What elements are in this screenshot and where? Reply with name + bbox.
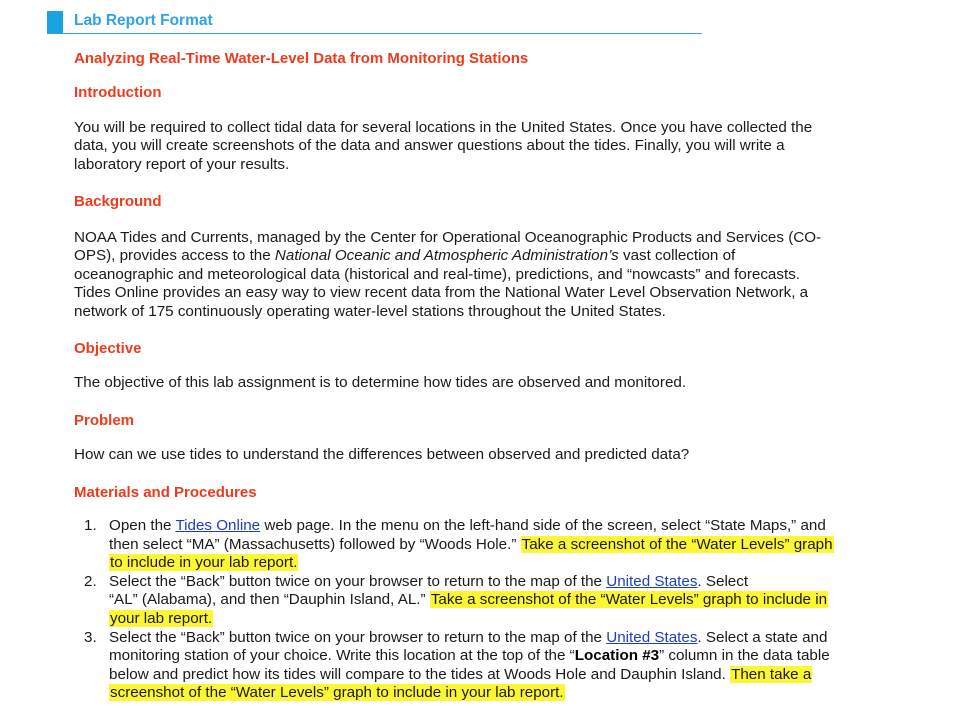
tides-online-link[interactable]: Tides Online (175, 517, 261, 534)
paragraph-line: You will be required to collect tidal data for several locations in the United States. Once you have collected the (74, 119, 813, 136)
objective-heading: Objective (74, 340, 142, 357)
paragraph-line: How can we use tides to understand the differences between observed and predicted data? (74, 446, 690, 463)
item-line (109, 684, 914, 703)
introduction-paragraph (74, 119, 904, 174)
item-line (109, 610, 914, 629)
item-line (109, 573, 914, 592)
text-span: OPS), provides access to the (74, 247, 275, 265)
highlighted-text: Take a screenshot of the “Water Levels” graph (521, 535, 833, 553)
text-span: vast collection of (618, 247, 736, 265)
paragraph-line: The objective of this lab assignment is to determine how tides are observed and monitored. (74, 374, 687, 391)
banner-title: Lab Report Format (74, 12, 213, 29)
highlighted-text: screenshot of the “Water Levels” graph to include in your lab report. (110, 684, 564, 702)
paragraph-line: laboratory report of your results. (74, 155, 290, 173)
paragraph-line: network of 175 continuously operating water-level stations throughout the United States. (74, 302, 666, 320)
banner-accent-bar (47, 11, 63, 33)
item-line (109, 647, 914, 666)
paragraph-line: data, you will create screenshots of the data and answer questions about the tides. Finally, you will write a (74, 137, 785, 155)
item-line (109, 591, 914, 610)
item-line (109, 517, 914, 536)
united-states-link[interactable]: United States (606, 628, 698, 646)
paragraph-line: Tides Online provides an easy way to view recent data from the National Water Level Observation Network, a (74, 284, 809, 302)
text-span: web page. In the menu on the left-hand side of the screen, select “State Maps,” and (260, 517, 826, 534)
text-span: Select the “Back” button twice on your browser to return to the map of the (109, 572, 607, 590)
location-3-label: Location #3 (574, 647, 660, 665)
procedure-list (84, 517, 914, 703)
objective-paragraph (74, 374, 904, 392)
background-heading: Background (74, 193, 162, 210)
materials-heading: Materials and Procedures (74, 484, 257, 501)
italic-agency-name: National Oceanic and Atmospheric Administration’s (274, 247, 619, 265)
list-number: 1. (84, 517, 97, 534)
highlighted-text: to include in your lab report. (110, 554, 298, 572)
paragraph-line: oceanographic and meteorological data (historical and real-time), predictions, and “nowcasts” and forecasts. (74, 265, 801, 283)
highlighted-text: Then take a (731, 665, 812, 683)
text-span: . Select a state and (697, 628, 828, 646)
document-title: Analyzing Real-Time Water-Level Data from Monitoring Stations (74, 50, 529, 67)
item-line (109, 629, 914, 648)
item-line (109, 666, 914, 685)
item-line (109, 536, 914, 555)
problem-heading: Problem (74, 412, 135, 429)
united-states-link[interactable]: United States (606, 572, 698, 590)
text-span: monitoring station of your choice. Write this location at the top of the “ (109, 647, 575, 665)
list-number: 2. (84, 572, 97, 590)
highlighted-text: your lab report. (110, 609, 213, 627)
list-item (84, 629, 914, 703)
list-item (84, 573, 914, 629)
item-line (109, 554, 914, 573)
list-item (84, 517, 914, 573)
problem-paragraph (74, 446, 904, 464)
text-span: ” column in the data table (659, 647, 830, 665)
text-span: Select the “Back” button twice on your browser to return to the map of the (109, 628, 607, 646)
background-paragraph (74, 229, 904, 321)
text-span: then select “MA” (Massachusetts) followed by “Woods Hole.” (109, 535, 521, 553)
paragraph-line (74, 247, 904, 265)
text-span: below and predict how its tides will compare to the tides at Woods Hole and Dauphin Island. (109, 665, 731, 683)
text-span: Open the (109, 517, 176, 534)
paragraph-line: NOAA Tides and Currents, managed by the Center for Operational Oceanographic Products and Services (CO- (74, 229, 822, 246)
introduction-heading: Introduction (74, 84, 162, 101)
text-span: . Select (697, 572, 749, 590)
section-banner (47, 11, 702, 34)
text-span: “AL” (Alabama), and then “Dauphin Island, AL.” (109, 591, 430, 609)
highlighted-text: Take a screenshot of the “Water Levels” graph to include in (430, 591, 828, 609)
list-number: 3. (84, 628, 97, 646)
